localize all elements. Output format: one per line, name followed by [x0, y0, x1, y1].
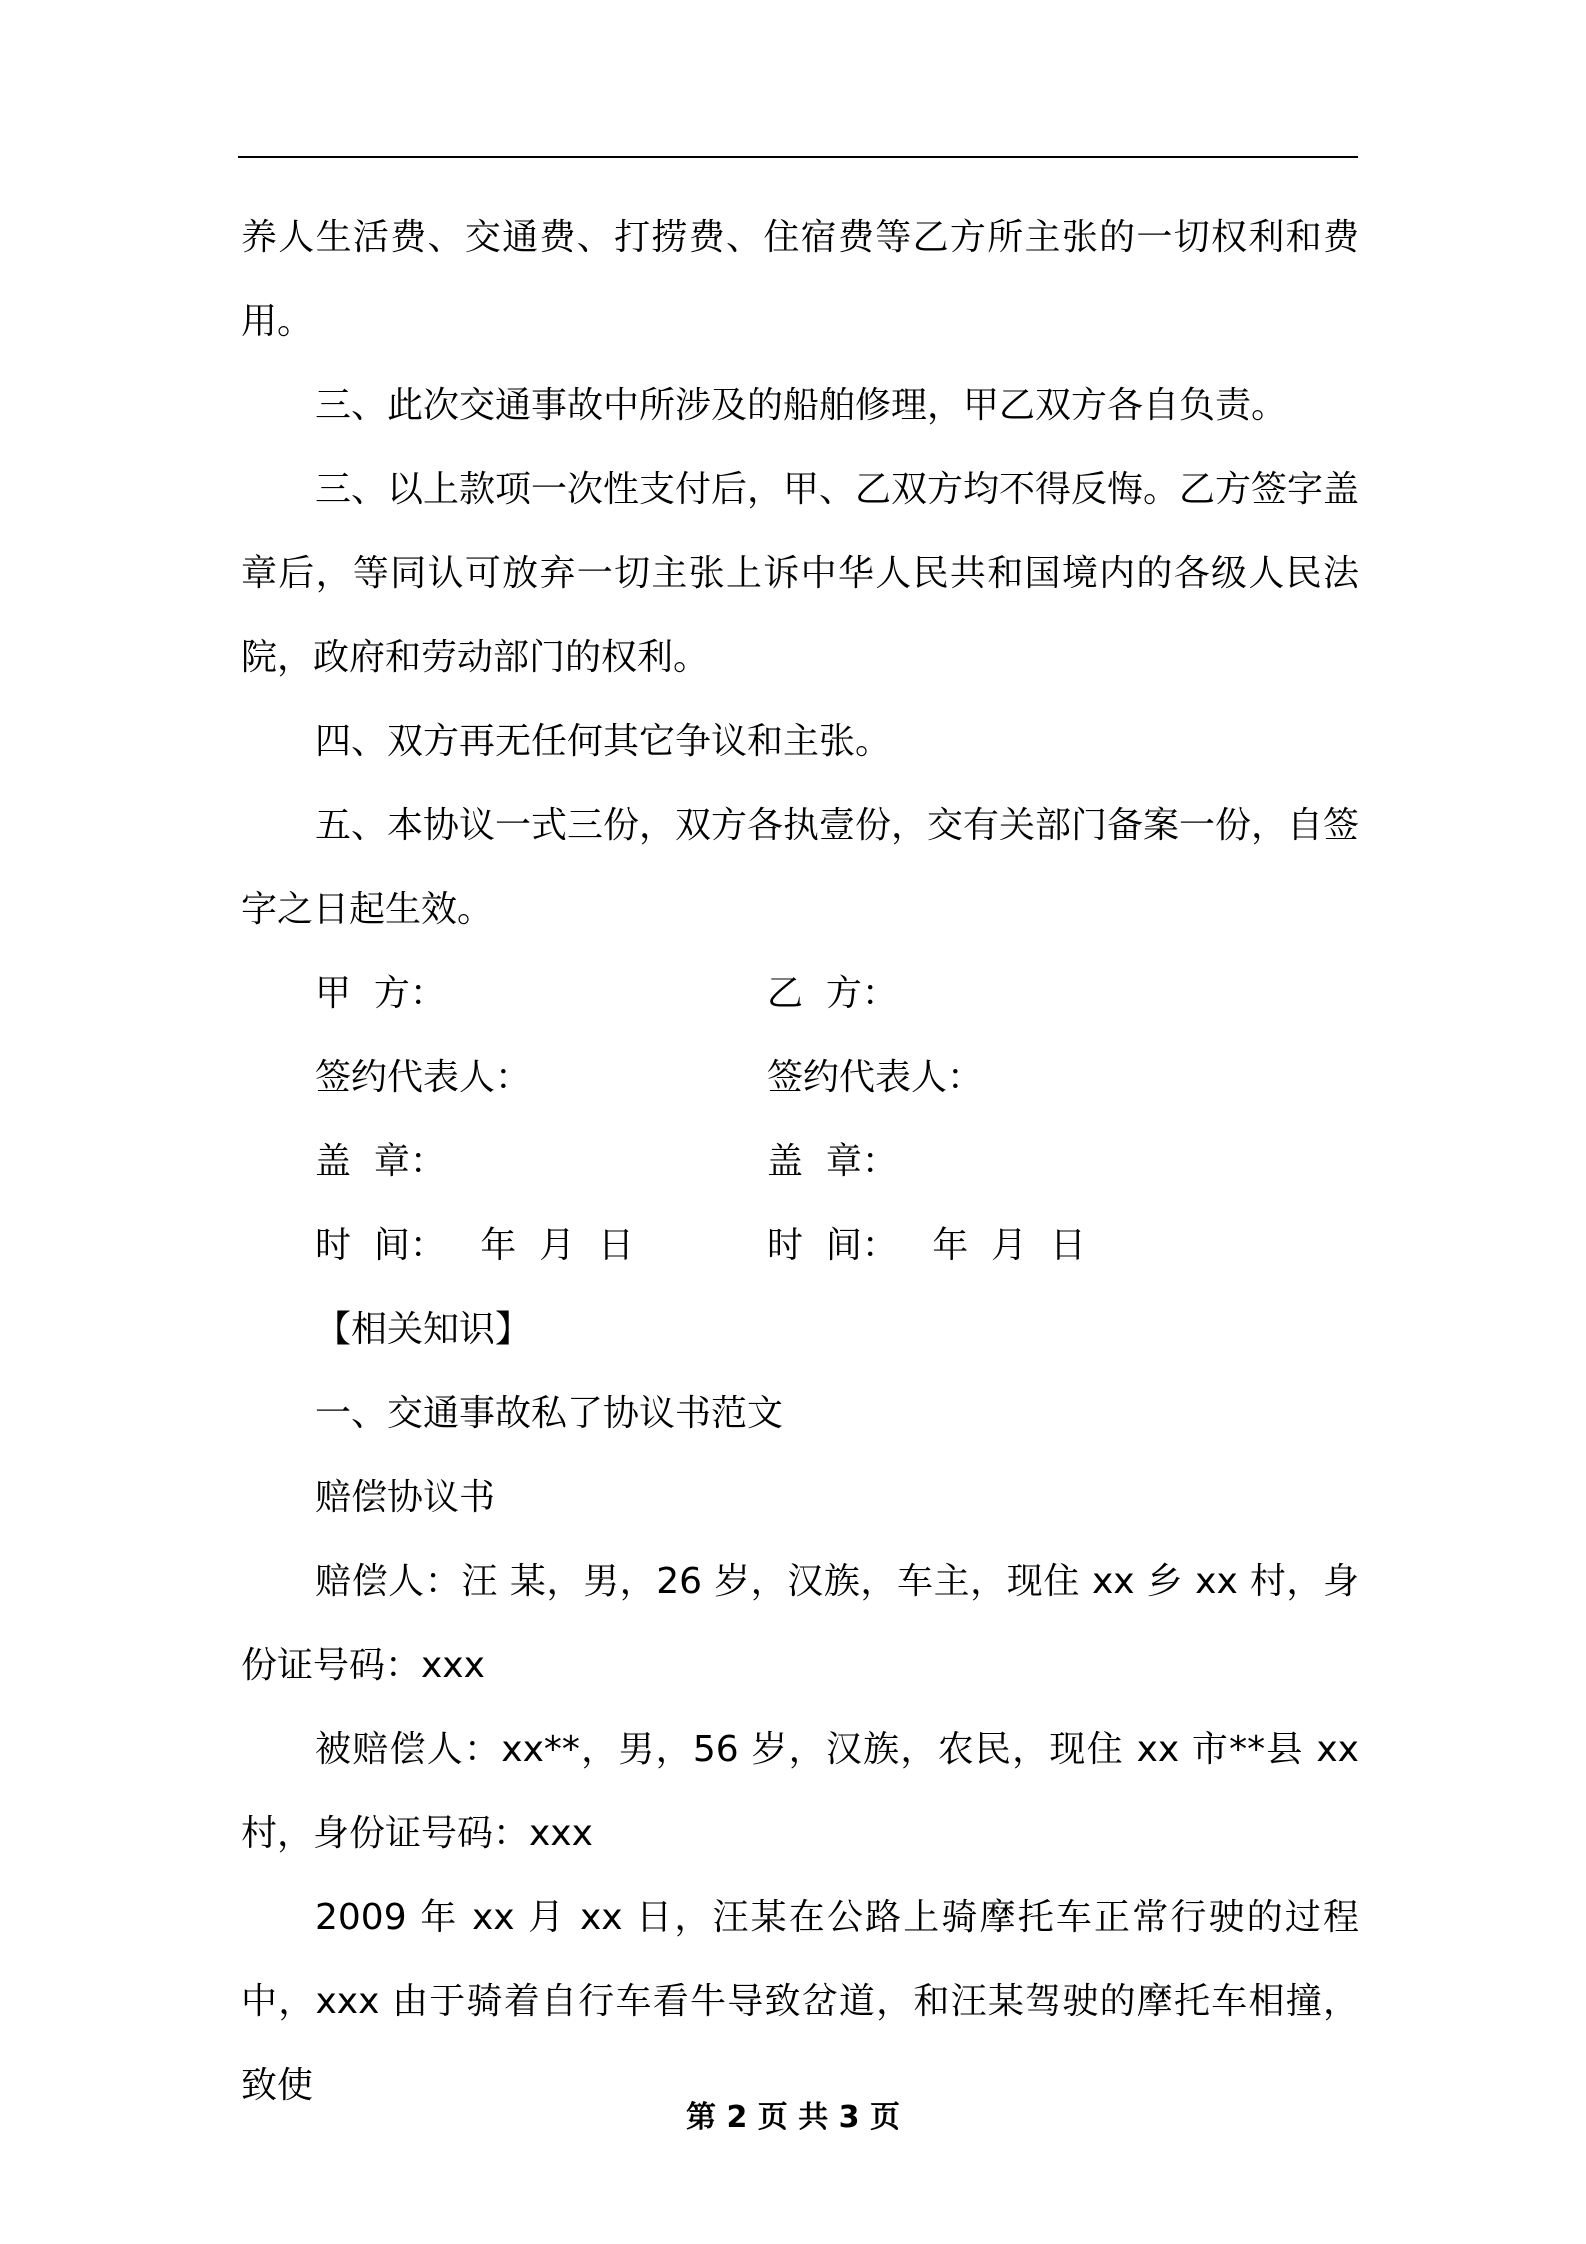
- date-b-label: 时 间： 年 月 日: [767, 1225, 1086, 1266]
- payee-info: 被赔偿人：xx**，男，56 岁，汉族，农民，现住 xx 市**县 xx 村，身份证号码：xxx: [241, 1729, 1359, 1854]
- agreement-title: 赔偿协议书: [315, 1477, 496, 1518]
- clause-ship-repair: 三、此次交通事故中所涉及的船舶修理，甲乙双方各自负责。: [315, 385, 1288, 426]
- document-body: [241, 196, 1359, 2128]
- party-a-label: 甲 方：: [315, 973, 446, 1014]
- signature-date-row: [241, 1204, 1359, 1288]
- payer-info: 赔偿人：汪 某，男，26 岁，汉族，车主，现住 xx 乡 xx 村，身份证号码：xxx: [241, 1561, 1359, 1686]
- signature-party-row: [241, 952, 1359, 1036]
- date-a-label: 时 间： 年 月 日: [315, 1225, 634, 1266]
- header-rule: [238, 156, 1358, 158]
- paragraph-continuation: 养人生活费、交通费、打捞费、住宿费等乙方所主张的一切权利和费用。: [241, 217, 1359, 342]
- related-knowledge-heading: 【相关知识】: [315, 1309, 532, 1350]
- party-b-label: 乙 方：: [767, 973, 898, 1014]
- incident-description: 2009 年 xx 月 xx 日，汪某在公路上骑摩托车正常行驶的过程中，xxx 由于骑着自行车看牛导致岔道，和汪某驾驶的摩托车相撞，致使: [241, 1897, 1359, 2106]
- signature-representative-row: [241, 1036, 1359, 1120]
- clause-copies: 五、本协议一式三份，双方各执壹份，交有关部门备案一份，自签字之日起生效。: [241, 805, 1360, 930]
- seal-a-label: 盖 章：: [315, 1141, 446, 1182]
- page-number: 第 2 页 共 3 页: [686, 2100, 900, 2135]
- section-title: 一、交通事故私了协议书范文: [315, 1393, 784, 1434]
- clause-no-dispute: 四、双方再无任何其它争议和主张。: [315, 721, 892, 762]
- representative-a-label: 签约代表人：: [315, 1057, 532, 1098]
- clause-one-time-payment: 三、以上款项一次性支付后，甲、乙双方均不得反悔。乙方签字盖章后，等同认可放弃一切主张上诉中华人民共和国境内的各级人民法院，政府和劳动部门的权利。: [241, 469, 1360, 678]
- representative-b-label: 签约代表人：: [767, 1057, 984, 1098]
- signature-seal-row: [241, 1120, 1359, 1204]
- seal-b-label: 盖 章：: [767, 1141, 898, 1182]
